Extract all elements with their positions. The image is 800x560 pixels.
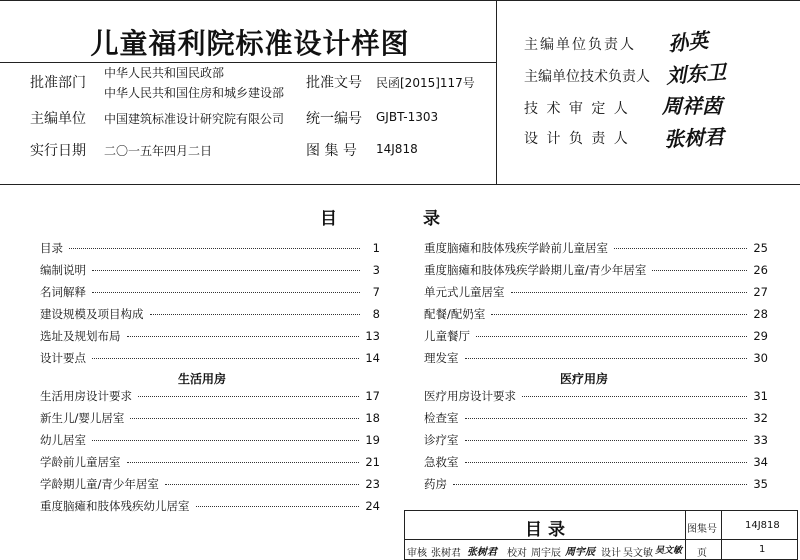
title-block-name: 目 录 (525, 520, 565, 540)
toc-item (40, 284, 380, 306)
page-label: 页 (697, 548, 707, 559)
toc-item (40, 240, 380, 262)
toc-item (40, 388, 380, 410)
toc-item-title: 生活用房设计要求 (40, 389, 132, 403)
toc-item-page: 26 (753, 263, 768, 277)
toc-item (40, 350, 380, 372)
toc-leader (614, 248, 747, 249)
toc-item-page: 35 (753, 477, 768, 491)
document-title: 儿童福利院标准设计样图 (90, 27, 410, 60)
toc-item (424, 306, 768, 328)
title-block-atlas-label: 图集号 (687, 524, 717, 535)
toc-item-title: 儿童餐厅 (424, 329, 470, 343)
toc-item (40, 410, 380, 432)
toc-leader (465, 462, 748, 463)
toc-item-title: 目录 (40, 241, 63, 255)
toc-item-page: 31 (753, 389, 768, 403)
toc-leader (453, 484, 747, 485)
title-block-divider (721, 511, 722, 559)
toc-item-page: 21 (365, 455, 380, 469)
sig-role-design: 设 计 负 责 人 (524, 131, 630, 147)
toc-item (424, 284, 768, 306)
toc-item (424, 240, 768, 262)
toc-item-title: 急救室 (424, 455, 459, 469)
toc-item (424, 476, 768, 498)
toc-leader (92, 358, 359, 359)
toc-item-page: 17 (365, 389, 380, 403)
reviewer-signature: 张树君 (467, 547, 497, 558)
checker-signature: 周宇辰 (565, 547, 595, 558)
toc-item-title: 学龄期儿童/青少年居室 (40, 477, 159, 491)
toc-item-page: 1 (372, 241, 380, 255)
header-divider (496, 0, 497, 184)
signature-design: 张树君 (663, 124, 725, 152)
date-value: 二〇一五年四月二日 (104, 144, 213, 158)
signature-review: 周祥茵 (662, 94, 722, 118)
toc-item-title: 名词解释 (40, 285, 86, 299)
toc-item-title: 医疗用房设计要求 (424, 389, 516, 403)
sig-role-chief: 主编单位负责人 (524, 37, 636, 53)
toc-item-title: 诊疗室 (424, 433, 459, 447)
approval-doc-value: 民函[2015]117号 (376, 76, 475, 90)
toc-item (424, 410, 768, 432)
section-heading-living: 生活用房 (178, 372, 227, 386)
toc-leader (196, 506, 360, 507)
toc-leader (491, 314, 747, 315)
toc-item-title: 重度脑瘫和肢体残疾学龄前儿童居室 (424, 241, 608, 255)
toc-leader (127, 462, 360, 463)
signature-chief: 孙英 (667, 27, 710, 57)
toc-leader (465, 358, 748, 359)
toc-item (424, 328, 768, 350)
toc-item-page: 33 (753, 433, 768, 447)
sig-role-tech: 主编单位技术负责人 (524, 69, 650, 85)
toc-item (40, 454, 380, 476)
toc-leader (652, 270, 747, 271)
check-label: 校对 (507, 548, 527, 559)
designer-signature: 吴文敏 (655, 546, 683, 556)
toc-item (424, 262, 768, 284)
header-top-border (0, 0, 800, 1)
toc-item-page: 23 (365, 477, 380, 491)
toc-item-title: 重度脑瘫和肢体残疾幼儿居室 (40, 499, 190, 513)
checker-name: 周宇辰 (531, 548, 561, 559)
toc-item-title: 学龄前儿童居室 (40, 455, 121, 469)
atlas-value: 14J818 (376, 142, 418, 156)
toc-item-title: 理发室 (424, 351, 459, 365)
toc-item-title: 建设规模及项目构成 (40, 307, 144, 321)
toc-item (424, 388, 768, 410)
editor-value: 中国建筑标准设计研究院有限公司 (104, 112, 285, 126)
sig-role-review: 技 术 审 定 人 (524, 101, 630, 117)
toc-item (40, 476, 380, 498)
toc-item-page: 27 (753, 285, 768, 299)
toc-item-title: 药房 (424, 477, 447, 491)
approval-dept-line2: 中华人民共和国住房和城乡建设部 (104, 86, 285, 100)
toc-leader (92, 292, 360, 293)
toc-item-title: 检查室 (424, 411, 459, 425)
toc-leader (92, 270, 360, 271)
header-bottom-border (0, 184, 800, 185)
section-heading-medical: 医疗用房 (560, 372, 609, 386)
toc-item (424, 454, 768, 476)
toc-leader (138, 396, 359, 397)
toc-item-title: 编制说明 (40, 263, 86, 277)
toc-leader (476, 336, 747, 337)
toc-item-page: 24 (365, 499, 380, 513)
signature-tech: 刘东卫 (665, 59, 727, 89)
toc-item-page: 29 (753, 329, 768, 343)
toc-item (424, 432, 768, 454)
approval-doc-label: 批准文号 (306, 75, 362, 91)
review-label: 审核 (407, 548, 427, 559)
title-block (404, 510, 798, 560)
toc-item (40, 306, 380, 328)
toc-item (40, 498, 380, 520)
toc-item (40, 432, 380, 454)
toc-item-page: 7 (372, 285, 380, 299)
toc-item-page: 25 (753, 241, 768, 255)
toc-item-title: 配餐/配奶室 (424, 307, 486, 321)
title-block-atlas-value: 14J818 (745, 520, 780, 531)
toc-leader (165, 484, 359, 485)
toc-item-title: 重度脑瘫和肢体残疾学龄期儿童/青少年居室 (424, 263, 647, 277)
page-value: 1 (759, 544, 766, 555)
toc-item-page: 3 (372, 263, 380, 277)
toc-item-page: 8 (372, 307, 380, 321)
toc-item-page: 32 (753, 411, 768, 425)
toc-item-page: 28 (753, 307, 768, 321)
toc-item-page: 13 (365, 329, 380, 343)
title-underline (0, 62, 496, 63)
toc-leader (127, 336, 360, 337)
toc-item-title: 设计要点 (40, 351, 86, 365)
toc-item-page: 19 (365, 433, 380, 447)
toc-left-general (40, 240, 380, 372)
toc-item-title: 新生儿/婴儿居室 (40, 411, 125, 425)
editor-label: 主编单位 (30, 111, 86, 127)
toc-right-general (424, 240, 768, 372)
toc-item-page: 30 (753, 351, 768, 365)
toc-item-page: 18 (365, 411, 380, 425)
toc-leader (465, 418, 748, 419)
toc-leader (130, 418, 359, 419)
toc-item (40, 328, 380, 350)
serial-label: 统一编号 (306, 111, 362, 127)
atlas-label: 图 集 号 (306, 143, 357, 159)
toc-item-page: 14 (365, 351, 380, 365)
approval-dept-line1: 中华人民共和国民政部 (104, 66, 225, 80)
toc-leader (522, 396, 747, 397)
date-label: 实行日期 (30, 143, 86, 159)
reviewer-name: 张树君 (431, 548, 461, 559)
toc-leader (92, 440, 359, 441)
toc-leader (511, 292, 748, 293)
title-block-divider (685, 511, 686, 559)
toc-item-title: 选址及规划布局 (40, 329, 121, 343)
designer-name: 吴文敏 (623, 548, 653, 559)
approval-dept-label: 批准部门 (30, 75, 86, 91)
toc-leader (150, 314, 361, 315)
design-label: 设计 (601, 548, 621, 559)
serial-value: GJBT-1303 (376, 110, 439, 124)
toc-leader (69, 248, 360, 249)
toc-living-list (40, 388, 380, 520)
toc-item-title: 单元式儿童居室 (424, 285, 505, 299)
toc-item (424, 350, 768, 372)
toc-item-title: 幼儿居室 (40, 433, 86, 447)
toc-leader (465, 440, 748, 441)
toc-item-page: 34 (753, 455, 768, 469)
toc-medical-list (424, 388, 768, 498)
toc-heading: 目 录 (320, 209, 480, 229)
toc-item (40, 262, 380, 284)
